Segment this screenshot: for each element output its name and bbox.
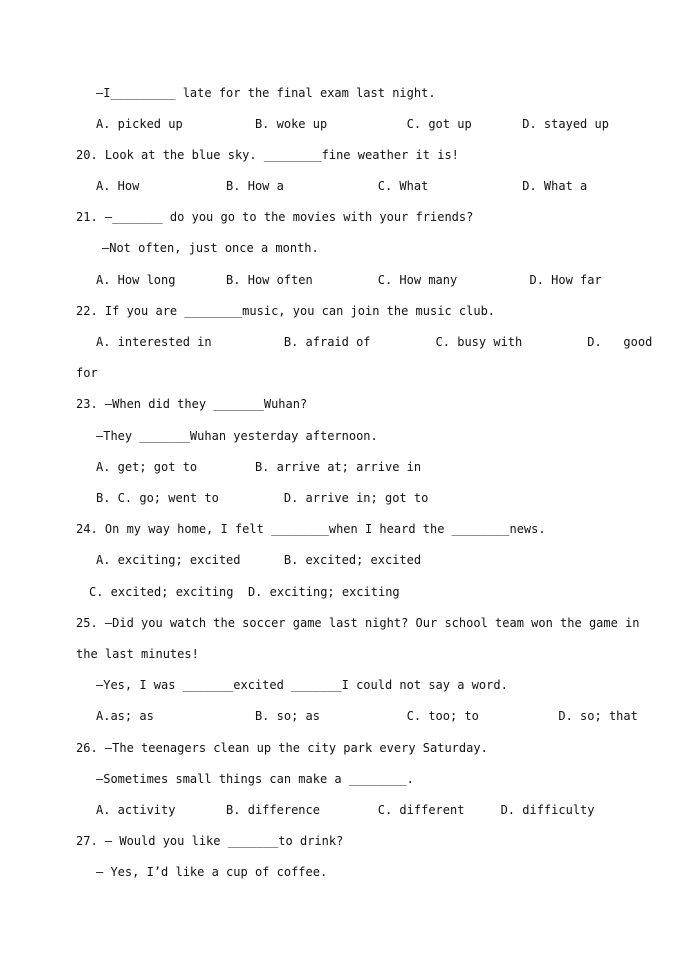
text-line: —I_________ late for the final exam last night. xyxy=(96,86,436,100)
text-line: 22. If you are ________music, you can join the music club. xyxy=(76,304,496,318)
text-line: B. C. go; went to D. arrive in; got to xyxy=(96,491,429,505)
text-line: 25. —Did you watch the soccer game last night? Our school team won the game in xyxy=(76,616,640,630)
text-line: 20. Look at the blue sky. ________fine weather it is! xyxy=(76,148,459,162)
text-line: —Yes, I was _______excited _______I could not say a word. xyxy=(96,678,508,692)
text-line: A. activity B. difference C. different D. difficulty xyxy=(96,803,595,817)
text-line: 23. —When did they _______Wuhan? xyxy=(76,397,308,411)
text-line: —They _______Wuhan yesterday afternoon. xyxy=(96,429,378,443)
text-line: A. How B. How a C. What D. What a xyxy=(96,179,588,193)
text-line: —Sometimes small things can make a ________. xyxy=(96,772,414,786)
text-line: 27. — Would you like _______to drink? xyxy=(76,834,344,848)
text-line: — Yes, I’d like a cup of coffee. xyxy=(96,865,328,879)
text-line: A. get; got to B. arrive at; arrive in xyxy=(96,460,422,474)
text-line: 24. On my way home, I felt ________when I heard the ________news. xyxy=(76,522,546,536)
text-line: the last minutes! xyxy=(76,647,199,661)
text-line: 21. —_______ do you go to the movies with your friends? xyxy=(76,210,474,224)
text-line: —Not often, just once a month. xyxy=(102,241,319,255)
text-line: A. How long B. How often C. How many D. How far xyxy=(96,273,602,287)
text-line: A. picked up B. woke up C. got up D. stayed up xyxy=(96,117,609,131)
text-line: for xyxy=(76,366,98,380)
text-line: 26. —The teenagers clean up the city park every Saturday. xyxy=(76,741,488,755)
text-line: A. interested in B. afraid of C. busy with D. good xyxy=(96,335,653,349)
text-line: C. excited; exciting D. exciting; exciting xyxy=(89,585,400,599)
text-line: A.as; as B. so; as C. too; to D. so; that xyxy=(96,709,638,723)
text-line: A. exciting; excited B. excited; excited xyxy=(96,553,422,567)
